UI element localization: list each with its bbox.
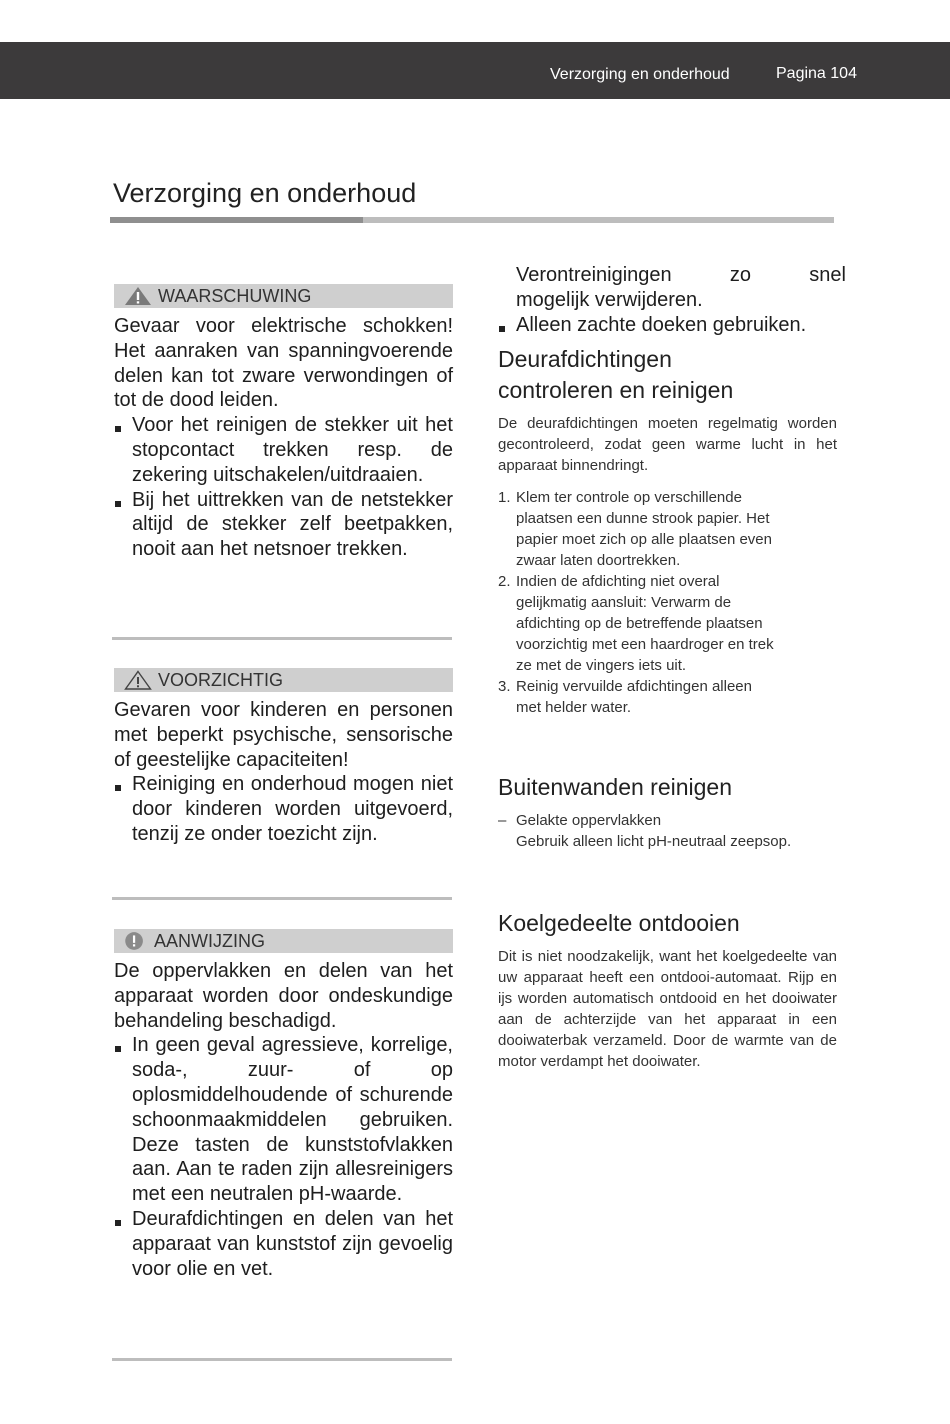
caution-box — [114, 668, 453, 847]
exclamation-circle-icon — [122, 931, 148, 951]
step-line: papier moet zich op alle plaatsen even — [516, 531, 772, 548]
outer-walls-heading: Buitenwanden reinigen — [498, 774, 733, 800]
door-seals-body — [498, 413, 837, 718]
caution-intro: Gevaren voor kinderen en personen met beperkt psychische, sensorische of geestelijke capaciteiten! — [114, 699, 453, 771]
warning-header — [114, 284, 453, 308]
warning-triangle-icon — [124, 286, 152, 306]
header-bar — [0, 42, 950, 99]
defrost-body — [498, 946, 837, 1072]
step-number: 1. — [498, 489, 511, 506]
step-number: 3. — [498, 678, 511, 695]
list-item: Voor het reinigen de stekker uit het stopcontact trekken resp. de zekering uitschakelen/uitdraaien. — [114, 413, 453, 487]
list-item: Alleen zachte doeken gebruiken. — [498, 313, 846, 338]
door-seals-text: De deurafdichtingen moeten regelmatig worden gecontroleerd, zodat geen warme lucht in het apparaat binnendringt. — [498, 415, 837, 474]
step-line: met helder water. — [516, 699, 632, 716]
step-line: plaatsen een dunne strook papier. Het — [516, 510, 770, 527]
step-line: gelijkmatig aansluit: Verwarm de — [516, 594, 732, 611]
step-line: afdichting op de betreffende plaatsen — [516, 615, 763, 632]
outer-walls-item-title: Gelakte oppervlakken — [516, 812, 662, 829]
notice-intro: De oppervlakken en delen van het apparaat worden door ondeskundige behandeling beschadigd. — [114, 960, 453, 1032]
page-title: Verzorging en onderhoud — [113, 178, 417, 208]
step-number: 2. — [498, 573, 511, 590]
caution-box-rule — [112, 897, 452, 900]
notice-continuation — [498, 263, 846, 337]
continued-list — [498, 313, 846, 338]
continued-line-1: Verontreinigingen zo snel — [516, 264, 846, 286]
warning-box-rule — [112, 637, 452, 640]
title-underline — [110, 217, 834, 223]
list-item: Deurafdichtingen en delen van het apparaat van kunststof zijn gevoelig voor olie en vet. — [114, 1207, 453, 1281]
dash-marker: – — [498, 812, 507, 829]
step-line: Klem ter controle op verschillende — [516, 489, 742, 506]
caution-triangle-icon — [124, 670, 152, 690]
outer-walls-item-text: Gebruik alleen licht pH-neutraal zeepsop. — [516, 833, 792, 850]
notice-box-rule — [112, 1358, 452, 1361]
step-line: Indien de afdichting niet overal — [516, 573, 720, 590]
step-item — [498, 487, 837, 571]
page-number: Pagina 104 — [776, 65, 857, 82]
door-seals-steps — [498, 487, 837, 718]
warning-intro: Gevaar voor elektrische schokken! Het aanraken van spanningvoerende delen kan tot zware verwondingen of tot de dood leiden. — [114, 315, 453, 412]
notice-list — [114, 1033, 453, 1281]
list-item: Reiniging en onderhoud mogen niet door kinderen worden uitgevoerd, tenzij ze onder toezicht zijn. — [114, 772, 453, 846]
outer-walls-body — [498, 810, 837, 852]
continued-line-2: mogelijk verwijderen. — [516, 288, 703, 311]
door-seals-heading — [498, 344, 733, 406]
step-item — [498, 676, 837, 718]
door-seals-heading-line-1: Deurafdichtingen — [498, 346, 672, 372]
notice-header — [114, 929, 453, 953]
step-line: ze met de vingers iets uit. — [516, 657, 687, 674]
defrost-text: Dit is niet noodzakelijk, want het koelgedeelte van uw apparaat heeft een ontdooi-automaat. Rijp en ijs worden automatisch ontdooid en het dooiwater aan de achterzijde van het apparaat in een dooiwaterbak verzameld. Door de warmte van de motor verdampt het dooiwater. — [498, 948, 837, 1070]
step-line: voorzichtig met een haardroger en trek — [516, 636, 774, 653]
notice-box — [114, 929, 453, 1281]
step-item — [498, 571, 837, 676]
caution-header — [114, 668, 453, 692]
warning-box — [114, 284, 453, 562]
step-line: zwaar laten doortrekken. — [516, 552, 681, 569]
notice-label: AANWIJZING — [154, 931, 265, 951]
warning-list — [114, 413, 453, 562]
step-line: Reinig vervuilde afdichtingen alleen — [516, 678, 752, 695]
caution-label: VOORZICHTIG — [158, 670, 283, 690]
caution-list — [114, 772, 453, 846]
list-item: Bij het uittrekken van de netstekker altijd de stekker zelf beetpakken, nooit aan het netsnoer trekken. — [114, 488, 453, 562]
header-section-title: Verzorging en onderhoud — [550, 66, 730, 83]
defrost-heading: Koelgedeelte ontdooien — [498, 910, 740, 936]
list-item: In geen geval agressieve, korrelige, soda-, zuur- of op oplosmiddelhoudende of schurende schoonmaakmiddelen gebruiken. Deze tasten de kunststofvlakken aan. Aan te raden zijn allesreinigers met een neutralen pH-waarde. — [114, 1033, 453, 1207]
door-seals-heading-line-2: controleren en reinigen — [498, 377, 734, 403]
dash-item — [498, 810, 837, 852]
warning-label: WAARSCHUWING — [158, 286, 312, 306]
